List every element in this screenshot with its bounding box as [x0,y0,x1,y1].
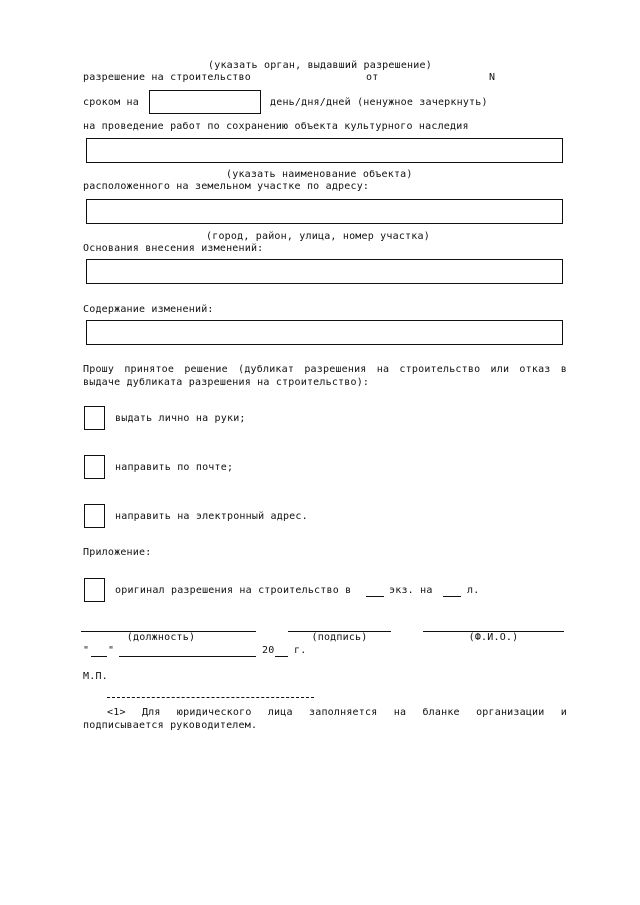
footnote-separator [107,697,314,698]
term-days-field[interactable] [149,90,261,114]
number-label: N [489,72,496,83]
grounds-field[interactable] [86,259,563,284]
name-caption: (Ф.И.О.) [468,632,519,643]
issuer-hint: (указать орган, выдавший разрешение) [208,60,432,71]
option-email-label: направить на электронный адрес. [115,511,308,522]
option-in-person-checkbox[interactable] [84,406,105,430]
request-line-1: Прошу принятое решение (дубликат разрешения на строительство или отказ в [83,364,567,375]
object-name-hint: (указать наименование объекта) [226,169,413,180]
date-year-prefix: 20 [262,645,275,656]
address-hint: (город, район, улица, номер участка) [206,231,430,242]
object-name-field[interactable] [86,138,563,163]
sheets-blank[interactable] [443,596,461,597]
address-field[interactable] [86,199,563,224]
option-post-checkbox[interactable] [84,455,105,479]
date-month-blank[interactable] [119,656,256,657]
date-quote-open: " [83,645,90,656]
position-caption: (должность) [126,632,196,643]
grounds-label: Основания внесения изменений: [83,243,264,254]
footnote-text: <1> Для юридического лица заполняется на бланке организации и подписывается руководителем. [83,707,567,731]
attachment-text-c: л. [467,585,480,596]
attachment-text-a: оригинал разрешения на строительство в [115,585,352,596]
request-line-2: выдаче дубликата разрешения на строительство): [83,377,370,388]
attachment-original-checkbox[interactable] [84,578,105,602]
date-year-blank[interactable] [275,656,288,657]
term-suffix: день/дня/дней (ненужное зачеркнуть) [270,97,488,108]
permit-label: разрешение на строительство [83,72,251,83]
term-prefix: сроком на [83,97,139,108]
attachment-text-b: экз. на [389,585,433,596]
attachment-label: Приложение: [83,547,152,558]
signature-caption: (подпись) [311,632,368,643]
date-year-suffix: г. [294,645,307,656]
option-post-label: направить по почте; [115,462,234,473]
date-day-blank[interactable] [91,656,107,657]
date-quote-close: " [108,645,115,656]
site-label: расположенного на земельном участке по адресу: [83,181,370,192]
from-label: от [366,72,379,83]
option-email-checkbox[interactable] [84,504,105,528]
copies-blank[interactable] [366,596,384,597]
content-field[interactable] [86,320,563,345]
option-in-person-label: выдать лично на руки; [115,413,246,424]
content-label: Содержание изменений: [83,304,214,315]
works-label: на проведение работ по сохранению объекта культурного наследия [83,121,469,132]
stamp-label: М.П. [83,671,108,682]
